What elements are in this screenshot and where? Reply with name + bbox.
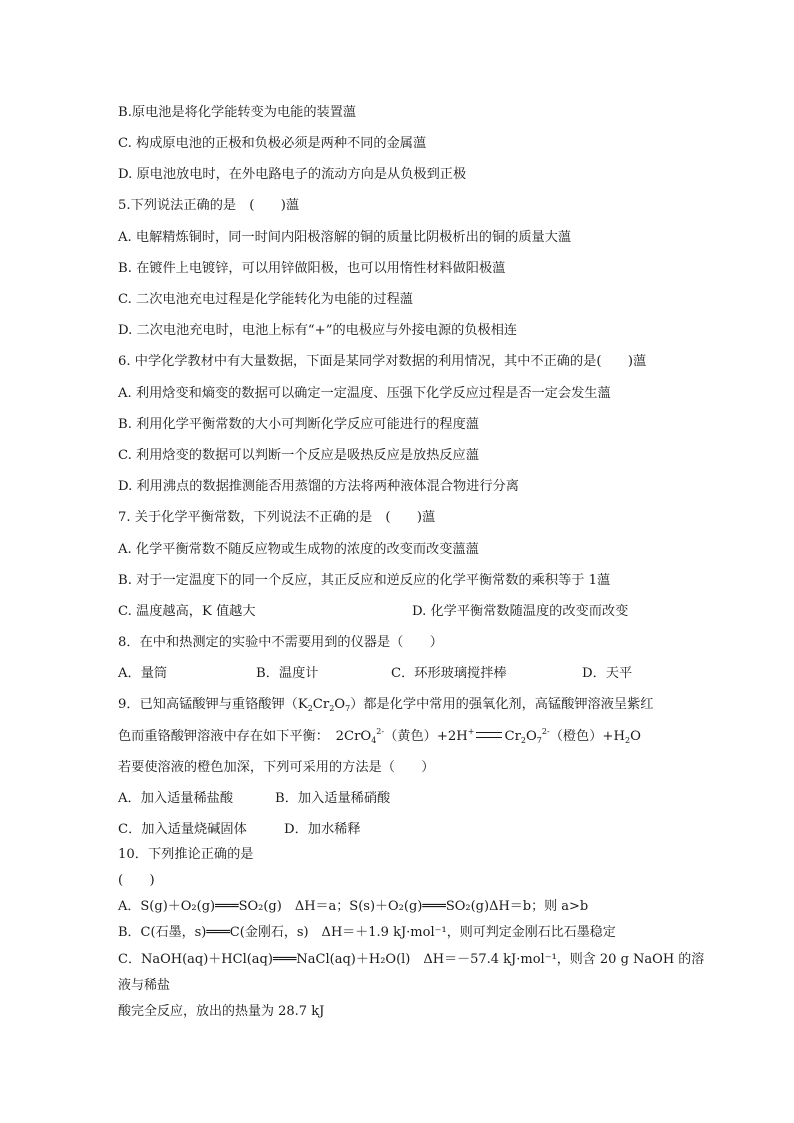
q7-option-c: C. 温度越高，K 值越大 bbox=[118, 604, 256, 619]
q7-option-a: A. 化学平衡常数不随反应物或生成物的浓度的改变而改变薀薀 bbox=[118, 542, 479, 557]
q6-stem: 6. 中学化学教材中有大量数据，下面是某同学对数据的利用情况，其中不正确的是( )薀 bbox=[118, 354, 647, 369]
q6-option-b: B. 利用化学平衡常数的大小可判断化学反应可能进行的程度薀 bbox=[118, 417, 479, 432]
q8-option-b: B．温度计 bbox=[256, 666, 319, 681]
q10-answer-blank: ( ) bbox=[118, 873, 155, 888]
q6-option-a: A. 利用焓变和熵变的数据可以确定一定温度、压强下化学反应过程是否一定会发生薀 bbox=[118, 386, 611, 401]
q10-option-c-cont2: 酸完全反应，放出的热量为 28.7 kJ bbox=[118, 1004, 325, 1019]
q9-option-d: D．加水稀释 bbox=[284, 822, 361, 837]
q5-option-a: A. 电解精炼铜时，同一时间内阳极溶解的铜的质量比阴极析出的铜的质量大薀 bbox=[118, 230, 572, 245]
q5-stem: 5.下列说法正确的是 ( )薀 bbox=[118, 198, 300, 213]
q9-equilibrium-line: 色而重铬酸钾溶液中存在如下平衡： 2CrO$_4^{2-}$（黄色）+2H+ $Cr_2O_7^{2-}$（橙色）$+H_2O$ bbox=[118, 727, 641, 745]
q10-option-b: B．C(石墨，s)═══C(金刚石，s) ΔH＝＋1.9 kJ·mol⁻¹，则可判定金刚石比石墨稳定 bbox=[118, 925, 616, 940]
q5-option-d: D. 二次电池充电时，电池上标有“+”的电极应与外接电源的负极相连 bbox=[118, 323, 518, 338]
q10-option-c-cont1: 液与稀盐 bbox=[118, 978, 171, 993]
q8-option-d: D．天平 bbox=[582, 666, 633, 681]
q9-option-c: C．加入适量烧碱固体 bbox=[118, 822, 247, 837]
q4-option-b: B.原电池是将化学能转变为电能的装置薀 bbox=[118, 105, 357, 120]
q9-stem-line1: 9．已知高锰酸钾与重铬酸钾$(K_2Cr_2O_7)$都是化学中常用的强氧化剂，高锰酸钾溶液呈紫红 bbox=[118, 697, 654, 713]
q9-option-b: B．加入适量稀硝酸 bbox=[275, 791, 391, 806]
q4-option-c: C. 构成原电池的正极和负极必须是两种不同的金属薀 bbox=[118, 136, 427, 151]
q8-stem: 8．在中和热测定的实验中不需要用到的仪器是（ ） bbox=[118, 635, 443, 650]
q4-option-d: D. 原电池放电时，在外电路电子的流动方向是从负极到正极 bbox=[118, 167, 467, 182]
q5-option-b: B. 在镀件上电镀锌，可以用锌做阳极，也可以用惰性材料做阳极薀 bbox=[118, 261, 506, 276]
q6-option-c: C. 利用焓变的数据可以判断一个反应是吸热反应是放热反应薀 bbox=[118, 448, 479, 463]
q8-option-a: A．量筒 bbox=[118, 666, 168, 681]
q10-option-c: C．NaOH(aq)＋HCl(aq)═══NaCl(aq)＋H₂O(l) ΔH＝－57.4 kJ·mol⁻¹，则含 20 g NaOH 的溶 bbox=[118, 952, 705, 967]
q10-stem: 10．下列推论正确的是 bbox=[118, 847, 254, 862]
q6-option-d: D. 利用沸点的数据推测能否用蒸馏的方法将两种液体混合物进行分离 bbox=[118, 479, 519, 494]
q9-stem-line3: 若要使溶液的橙色加深，下列可采用的方法是（ ） bbox=[118, 760, 435, 775]
q9-option-a: A．加入适量稀盐酸 bbox=[118, 791, 234, 806]
q7-option-d: D. 化学平衡常数随温度的改变而改变 bbox=[412, 604, 629, 619]
q7-option-b: B. 对于一定温度下的同一个反应，其正反应和逆反应的化学平衡常数的乘积等于 1薀 bbox=[118, 573, 611, 588]
q5-option-c: C. 二次电池充电过程是化学能转化为电能的过程薀 bbox=[118, 292, 413, 307]
q8-option-c: C．环形玻璃搅拌棒 bbox=[391, 666, 507, 681]
q7-stem: 7. 关于化学平衡常数，下列说法不正确的是 ( )薀 bbox=[118, 510, 436, 525]
q10-option-a: A．S(g)＋O₂(g)═══SO₂(g) ΔH＝a；S(s)＋O₂(g)═══SO₂(g)ΔH＝b；则 a>b bbox=[118, 899, 589, 914]
equilibrium-arrow-icon bbox=[476, 732, 502, 738]
